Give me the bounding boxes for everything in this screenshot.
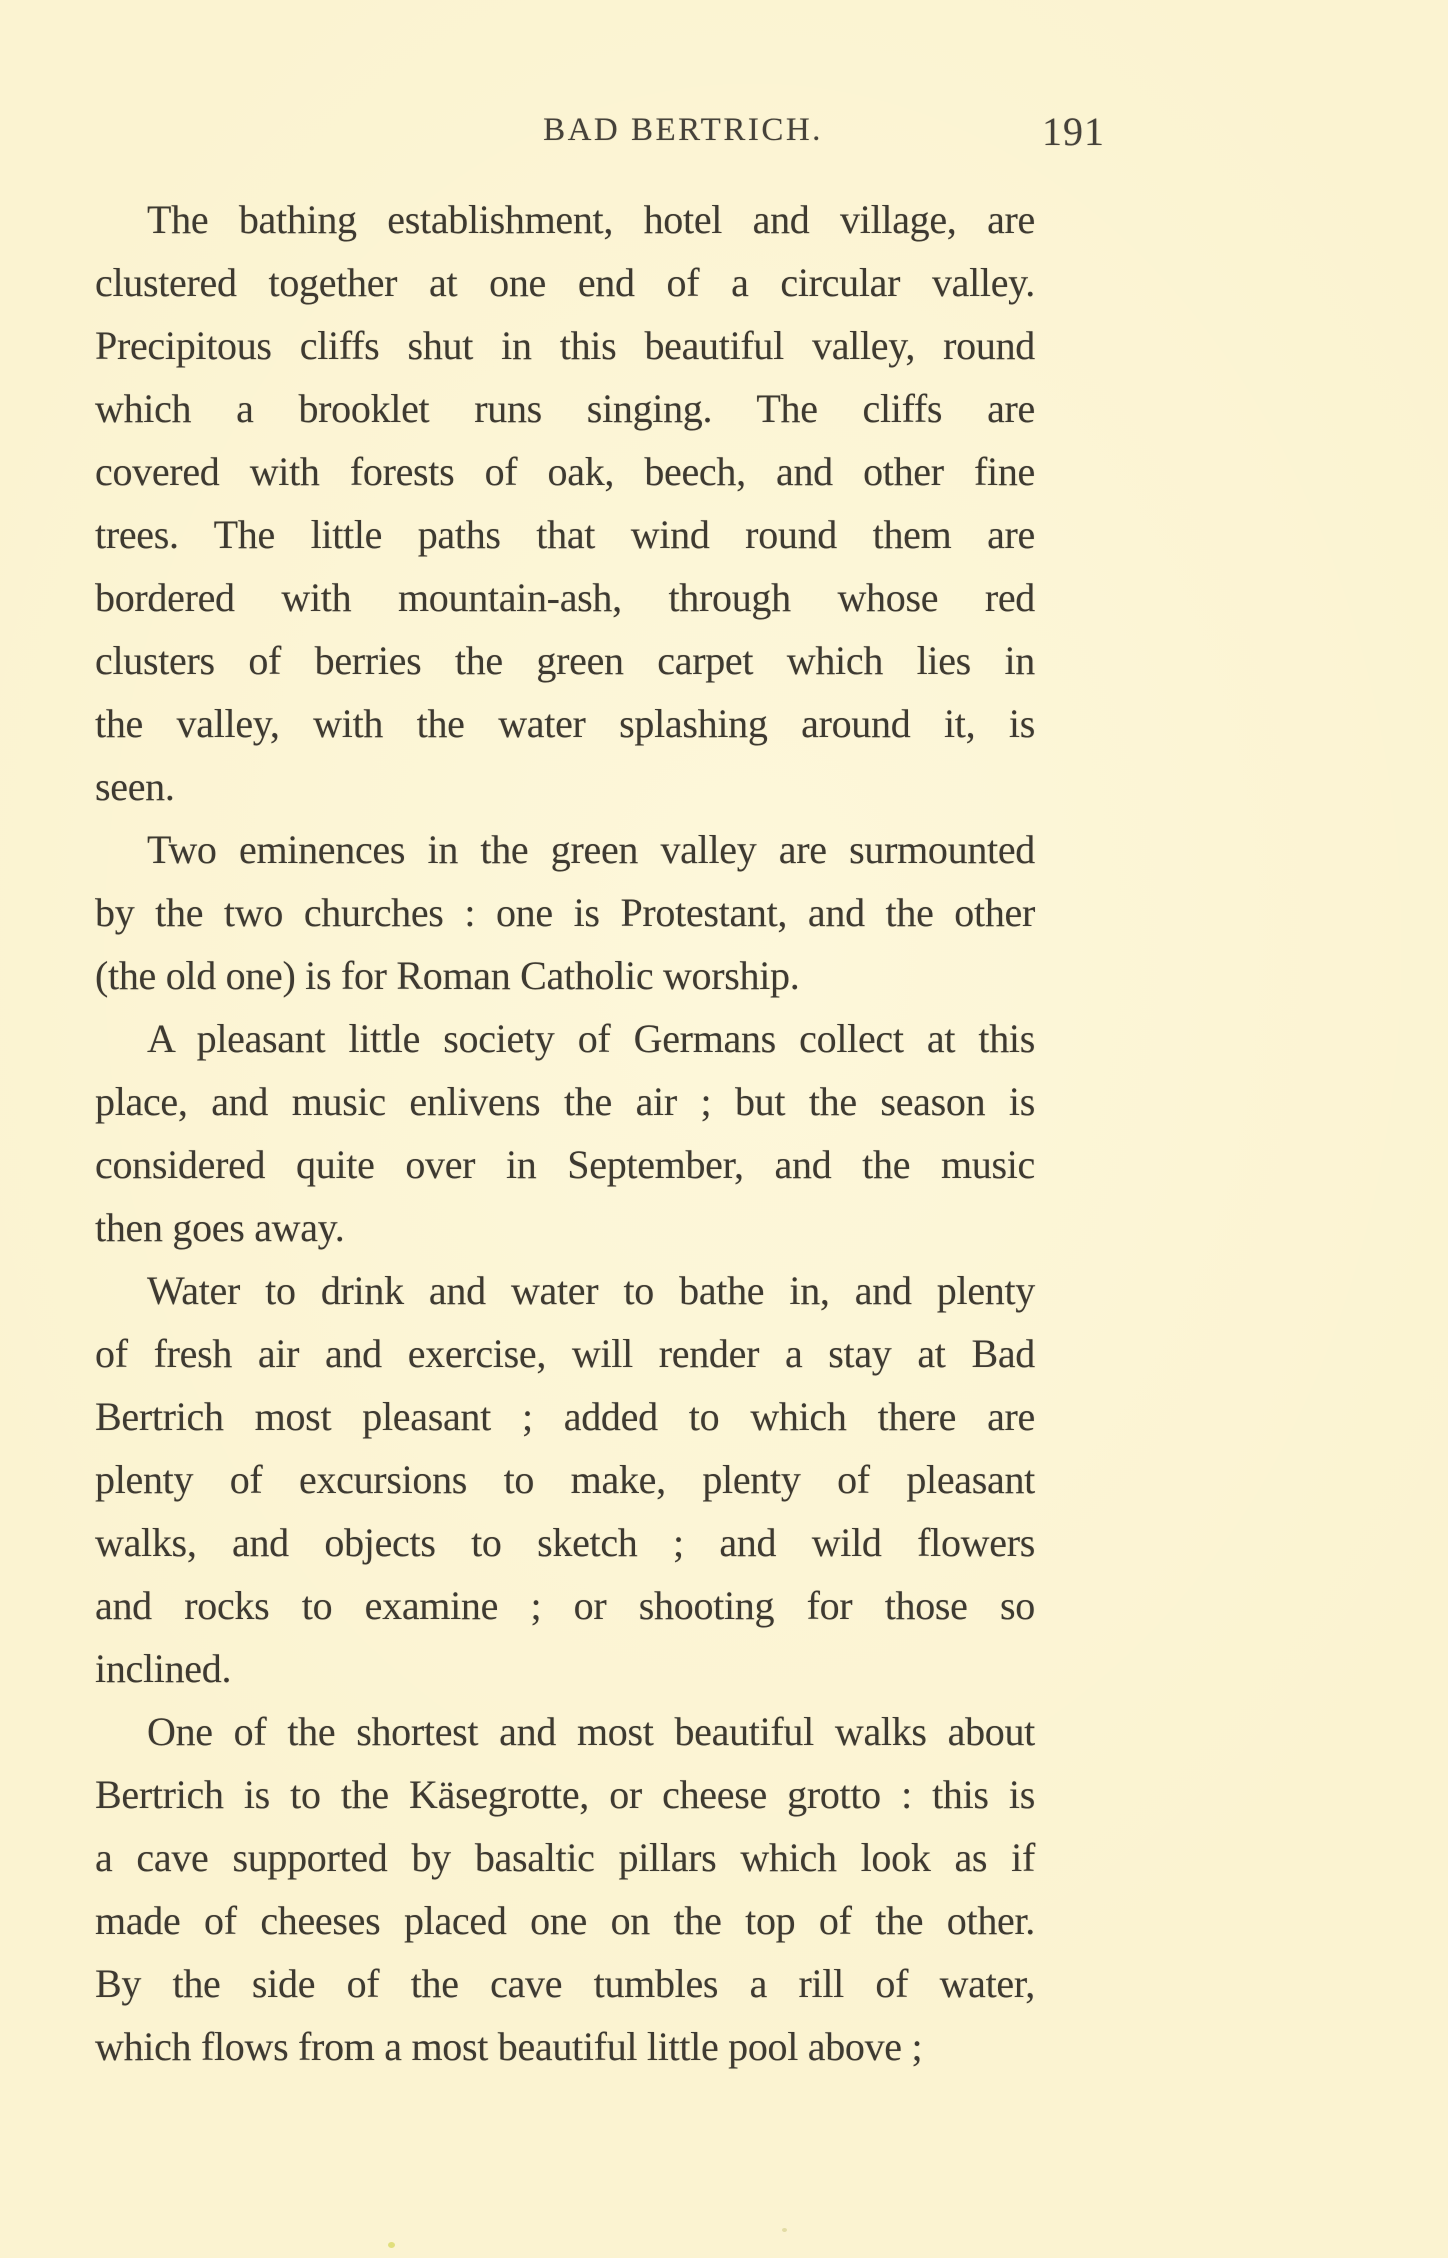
scan-speck bbox=[388, 2242, 395, 2248]
text-line: The bathing establishment, hotel and village, are bbox=[147, 197, 1035, 242]
text-line: bordered with mountain-ash, through whose red bbox=[95, 575, 1035, 620]
running-head-title: BAD BERTRICH. bbox=[543, 112, 823, 148]
text-line: the valley, with the water splashing around it, is bbox=[95, 701, 1035, 746]
text-line: then goes away. bbox=[95, 1205, 345, 1250]
paragraph bbox=[95, 188, 1035, 818]
text-line: of fresh air and exercise, will render a stay at Bad bbox=[95, 1331, 1035, 1376]
text-line: clustered together at one end of a circular valley. bbox=[95, 260, 1035, 305]
text-line: clusters of berries the green carpet which lies in bbox=[95, 638, 1035, 683]
text-line: a cave supported by basaltic pillars which look as if bbox=[95, 1835, 1035, 1880]
text-line: and rocks to examine ; or shooting for those so bbox=[95, 1583, 1035, 1628]
text-line: inclined. bbox=[95, 1646, 232, 1691]
text-line: One of the shortest and most beautiful walks about bbox=[147, 1709, 1035, 1754]
paragraph bbox=[95, 818, 1035, 1007]
text-line: plenty of excursions to make, plenty of pleasant bbox=[95, 1457, 1035, 1502]
text-line: which flows from a most beautiful little pool above ; bbox=[95, 2024, 923, 2069]
text-line: trees. The little paths that wind round them are bbox=[95, 512, 1035, 557]
text-line: Bertrich is to the Käsegrotte, or cheese grotto : this is bbox=[95, 1772, 1035, 1817]
text-line: (the old one) is for Roman Catholic worship. bbox=[95, 953, 800, 998]
text-line: Bertrich most pleasant ; added to which there are bbox=[95, 1394, 1035, 1439]
text-line: covered with forests of oak, beech, and other fine bbox=[95, 449, 1035, 494]
text-line: considered quite over in September, and the music bbox=[95, 1142, 1035, 1187]
paragraph bbox=[95, 1007, 1035, 1259]
page-number: 191 bbox=[1042, 109, 1105, 154]
text-line: seen. bbox=[95, 764, 175, 809]
paragraph bbox=[95, 1700, 1035, 2078]
text-line: which a brooklet runs singing. The cliffs are bbox=[95, 386, 1035, 431]
text-line: made of cheeses placed one on the top of the other. bbox=[95, 1898, 1035, 1943]
text-line: place, and music enlivens the air ; but the season is bbox=[95, 1079, 1035, 1124]
text-line: Water to drink and water to bathe in, and plenty bbox=[147, 1268, 1035, 1313]
text-line: Precipitous cliffs shut in this beautiful valley, round bbox=[95, 323, 1035, 368]
text-line: By the side of the cave tumbles a rill of water, bbox=[95, 1961, 1035, 2006]
text-line: walks, and objects to sketch ; and wild flowers bbox=[95, 1520, 1035, 1565]
text-line: Two eminences in the green valley are surmounted bbox=[147, 827, 1035, 872]
text-block bbox=[95, 188, 1035, 2078]
text-line: by the two churches : one is Protestant, and the other bbox=[95, 890, 1035, 935]
scan-speck bbox=[782, 2228, 787, 2232]
text-line: A pleasant little society of Germans collect at this bbox=[147, 1016, 1035, 1061]
paragraph bbox=[95, 1259, 1035, 1700]
